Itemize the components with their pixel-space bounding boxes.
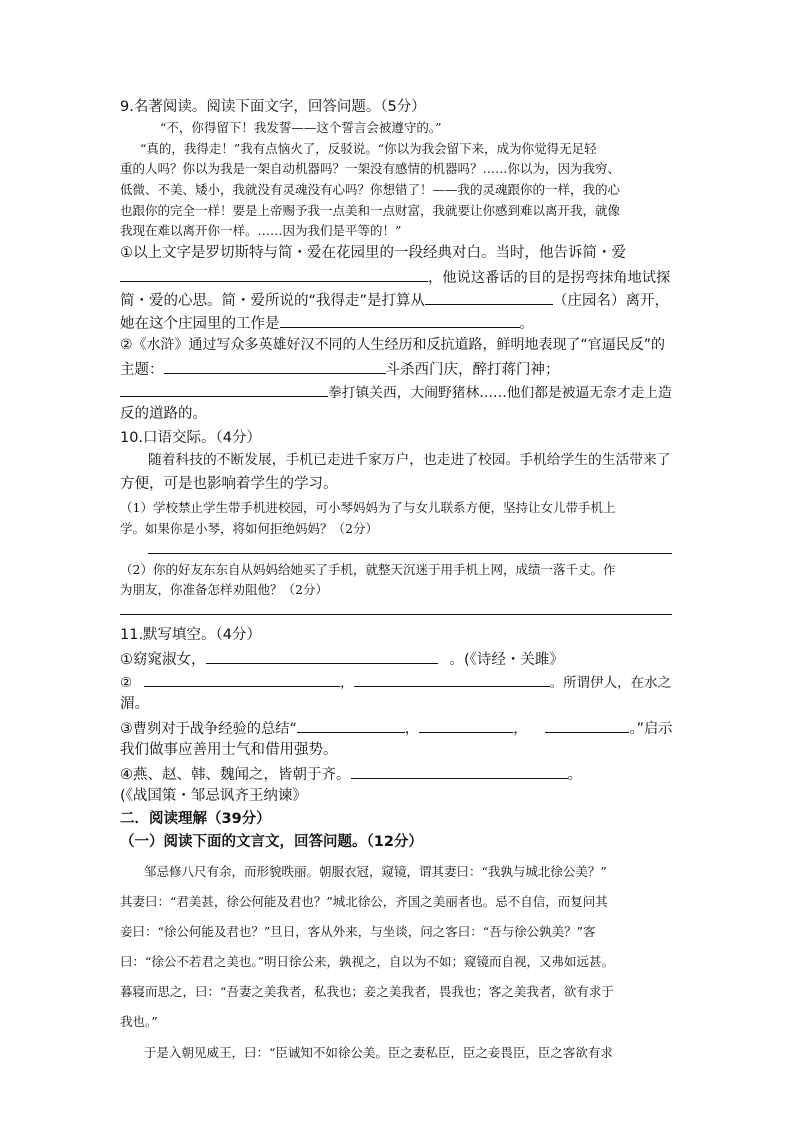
answer-blank[interactable] — [425, 292, 553, 305]
answer-blank[interactable] — [144, 674, 340, 687]
q10-sub2: 为朋友，你准备怎样劝阻他？（2分） — [120, 582, 328, 597]
q9-quote-line: “真的，我得走！”我有点恼火了，反驳说。“你以为我会留下来，成为你觉得无足轻 — [140, 141, 597, 156]
answer-blank[interactable] — [545, 720, 629, 733]
q9-quote-line: 我现在难以离开你一样。……因为我们是平等的！” — [120, 223, 402, 238]
q9-part1-text: ①以上文字是罗切斯特与简・爱在花园里的一段经典对白。当时，他告诉简・爱 — [120, 245, 626, 261]
q11-item4 — [120, 766, 582, 783]
q11-text: ， — [513, 721, 528, 737]
answer-blank[interactable] — [120, 269, 428, 282]
answer-blank[interactable] — [419, 720, 513, 733]
classical-text-line: 暮寝而思之，曰：“吾妻之美我者，私我也；妾之美我者，畏我也；客之美我者，欲有求于 — [120, 984, 614, 999]
q9-part1-line2 — [120, 269, 670, 285]
q9-part1-text: 她在这个庄园里的工作是 — [120, 316, 280, 332]
q11-text: ③曹刿对于战争经验的总结“ — [120, 721, 297, 737]
q9-part1-text: （庄园名）离开， — [553, 293, 670, 309]
q9-part2-text: ②《水浒》通过写众多英雄好汉不同的人生经历和反抗道路，鲜明地表现了“官逼民反”的 — [120, 337, 666, 353]
q11-text: 。所谓伊人，在水之 — [549, 675, 672, 691]
answer-line[interactable] — [120, 614, 672, 615]
q9-part2-line3 — [120, 384, 672, 401]
q11-item3 — [120, 720, 672, 736]
answer-blank[interactable] — [280, 315, 520, 328]
answer-blank[interactable] — [120, 384, 328, 397]
q11-text: ④燕、赵、韩、魏闻之，皆朝于齐。 — [120, 767, 351, 783]
answer-blank[interactable] — [164, 361, 386, 374]
q11-text: ② — [120, 675, 133, 691]
q10-intro: 随着科技的不断发展，手机已走进千家万户，也走进了校园。手机给学生的生活带来了 — [148, 452, 671, 468]
q10-sub1: （1）学校禁止学生带手机进校园，可小琴妈妈为了与女儿联系方便，坚持让女儿带手机上 — [120, 500, 616, 515]
classical-text-line: 妾曰：“徐公何能及君也？”旦日，客从外来，与坐谈，问之客曰：“吾与徐公孰美？”客 — [120, 924, 596, 939]
classical-text-line: 其妻曰：“君美甚，徐公何能及君也？”城北徐公，齐国之美丽者也。忌不自信，而复问其 — [120, 894, 608, 909]
q11-title: 11.默写填空。（4分） — [120, 627, 262, 643]
q11-text: (《战国策・邹忌讽齐王纳谏》 — [120, 788, 307, 804]
q9-part2-line2 — [120, 361, 560, 378]
q9-part1-text: ，他说这番话的目的是拐弯抹角地试探 — [428, 270, 671, 286]
answer-blank[interactable] — [354, 674, 550, 687]
answer-blank[interactable] — [351, 766, 568, 779]
q9-quote-line: “不，你得留下！我发誓——这个誓言会被遵守的。” — [160, 120, 442, 135]
q11-item2 — [120, 674, 671, 691]
q11-text: ， — [340, 675, 354, 691]
q10-sub2: （2）你的好友东东自从妈妈给她买了手机，就整天沉迷于用手机上网，成绩一落千丈。作 — [120, 562, 616, 577]
q9-quote-line: 也跟你的完全一样！要是上帝赐予我一点美和一点财富，我就要让你感到难以离开我，就像 — [120, 203, 621, 218]
q11-text: 我们做事应善用士气和借用强势。 — [120, 742, 338, 758]
q11-text: 。(《诗经・关雎》 — [449, 652, 564, 668]
q9-part1-line3 — [120, 292, 669, 309]
classical-text-line: 于是入朝见威王，曰：“臣诚知不如徐公美。臣之妻私臣，臣之妾畏臣，臣之客欲有求 — [144, 1045, 613, 1060]
q9-part2-text: 斗杀西门庆，醉打蒋门神； — [385, 362, 560, 378]
q9-title: 9.名著阅读。阅读下面文字，回答问题。（5分） — [120, 99, 426, 115]
q9-part1-text: 简・爱的心思。简・爱所说的“我得走”是打算从 — [120, 293, 426, 309]
q10-title: 10.口语交际。（4分） — [120, 430, 262, 446]
q9-part2-text: 拳打镇关西，大闹野猪林……他们都是被逼无奈才走上造 — [328, 385, 672, 401]
q9-quote-line: 重的人吗？你以为我是一架自动机器吗？一架没有感情的机器吗？……你以为，因为我穷、 — [120, 161, 621, 176]
answer-line[interactable] — [148, 553, 672, 554]
q10-intro: 方便，可是也影响着学生的学习。 — [120, 476, 338, 492]
q9-part1-text: 。 — [519, 316, 534, 332]
q9-part1-line4 — [120, 315, 534, 332]
answer-blank[interactable] — [206, 651, 438, 664]
q10-sub1: 学。如果你是小琴，将如何拒绝妈妈？（2分） — [120, 521, 378, 536]
q11-text: ①窈窕淑女， — [120, 652, 206, 668]
q11-text: 湄。 — [120, 696, 149, 712]
q11-text: 。”启示 — [629, 721, 673, 737]
section-heading: 二．阅读理解（39分） — [120, 811, 271, 827]
section-subheading: （一）阅读下面的文言文，回答问题。（12分） — [120, 834, 423, 850]
q9-part2-text: 反的道路的。 — [120, 406, 207, 422]
q11-text: 。 — [567, 767, 582, 783]
q9-part2-text: 主题： — [120, 362, 164, 378]
classical-text-line: 曰：“徐公不若君之美也。”明日徐公来，孰视之，自以为不如；窥镜而自视，又弗如远甚。 — [120, 954, 615, 969]
q11-text: ， — [404, 721, 420, 737]
classical-text-line: 邹忌修八尺有余，而形貌昳丽。朝服衣冠，窥镜，谓其妻曰：“我孰与城北徐公美？” — [144, 864, 607, 879]
answer-blank[interactable] — [297, 720, 405, 733]
q9-quote-line: 低微、不美、矮小，我就没有灵魂没有心吗？你想错了！——我的灵魂跟你的一样，我的心 — [120, 182, 621, 197]
classical-text-line: 我也。” — [120, 1014, 158, 1029]
q11-item1 — [120, 651, 564, 668]
